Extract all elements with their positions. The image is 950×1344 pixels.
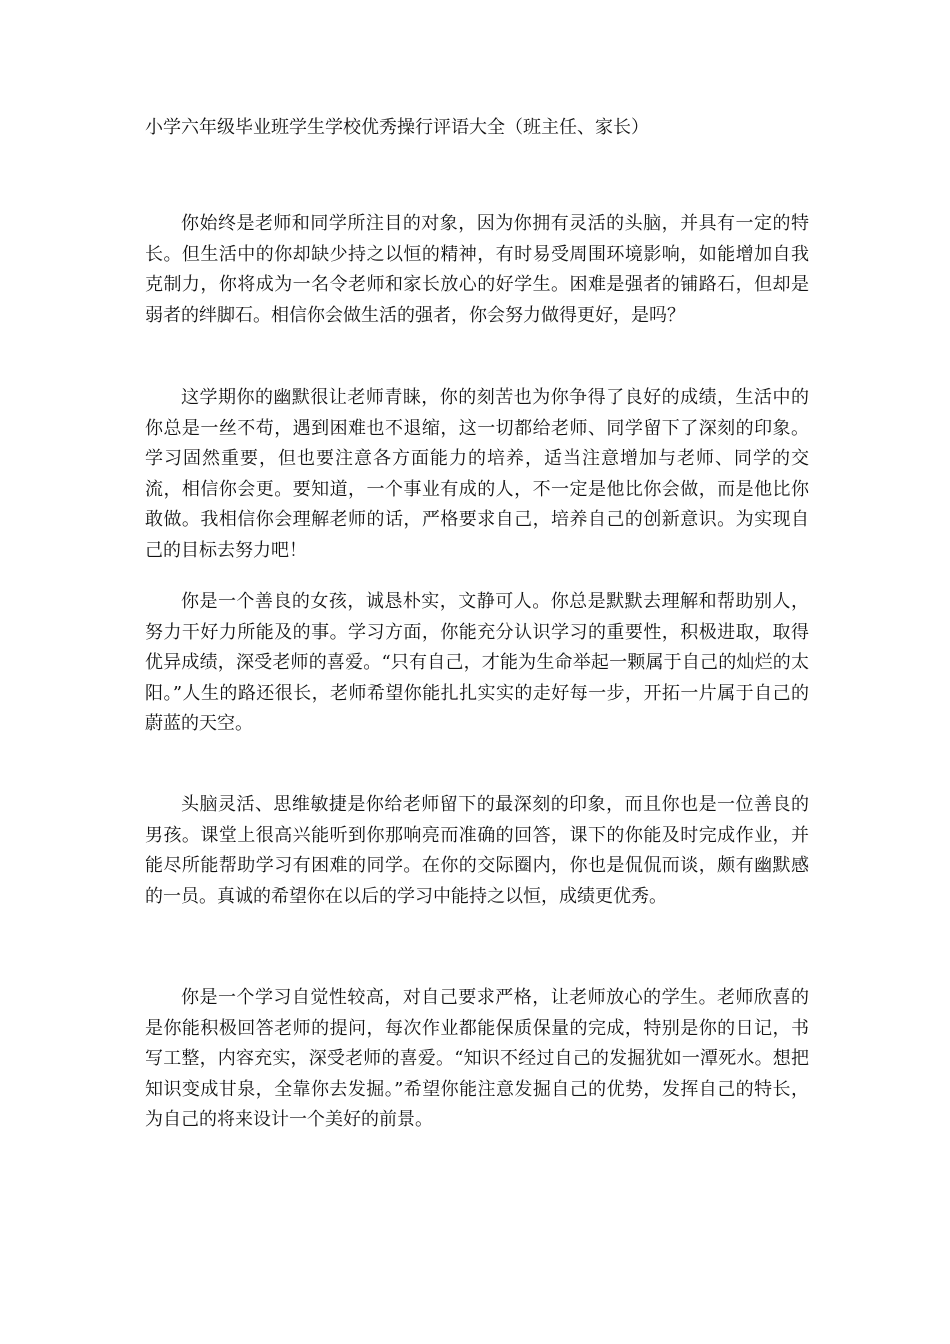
comment-paragraph-3: 你是一个善良的女孩，诚恳朴实，文静可人。你总是默默去理解和帮助别人，努力干好力所能及的事。学习方面，你能充分认识学习的重要性，积极进取，取得优异成绩，深受老师的喜爱。“只有自己，才能为生命举起一颗属于自己的灿烂的太阳。”人生的路还很长，老师希望你能扎扎实实的走好每一步，开拓一片属于自己的蔚蓝的天空。 [145, 591, 809, 734]
comment-paragraph-2: 这学期你的幽默很让老师青睐，你的刻苦也为你争得了良好的成绩，生活中的你总是一丝不苟，遇到困难也不退缩，这一切都给老师、同学留下了深刻的印象。学习固然重要，但也要注意各方面能力的培养，适当注意增加与老师、同学的交流，相信你会更。要知道，一个事业有成的人，不一定是他比你会做，而是他比你敢做。我相信你会理解老师的话，严格要求自己，培养自己的创新意识。为实现自己的目标去努力吧！ [145, 387, 809, 561]
comment-paragraph-4: 头脑灵活、思维敏捷是你给老师留下的最深刻的印象，而且你也是一位善良的男孩。课堂上很高兴能听到你那响亮而准确的回答，课下的你能及时完成作业，并能尽所能帮助学习有困难的同学。在你的交际圈内，你也是侃侃而谈，颇有幽默感的一员。真诚的希望你在以后的学习中能持之以恒，成绩更优秀。 [145, 794, 809, 907]
comment-paragraph-1: 你始终是老师和同学所注目的对象，因为你拥有灵活的头脑，并具有一定的特长。但生活中的你却缺少持之以恒的精神，有时易受周围环境影响，如能增加自我克制力，你将成为一名令老师和家长放心的好学生。困难是强者的铺路石，但却是弱者的绊脚石。相信你会做生活的强者，你会努力做得更好，是吗？ [145, 213, 809, 326]
document-title: 小学六年级毕业班学生学校优秀操行评语大全（班主任、家长） [145, 117, 649, 138]
comment-paragraph-5: 你是一个学习自觉性较高，对自己要求严格，让老师放心的学生。老师欣喜的是你能积极回答老师的提问，每次作业都能保质保量的完成，特别是你的日记，书写工整，内容充实，深受老师的喜爱。“知识不经过自己的发掘犹如一潭死水。想把知识变成甘泉，全靠你去发掘。”希望你能注意发掘自己的优势，发挥自己的特长，为自己的将来设计一个美好的前景。 [145, 987, 809, 1130]
